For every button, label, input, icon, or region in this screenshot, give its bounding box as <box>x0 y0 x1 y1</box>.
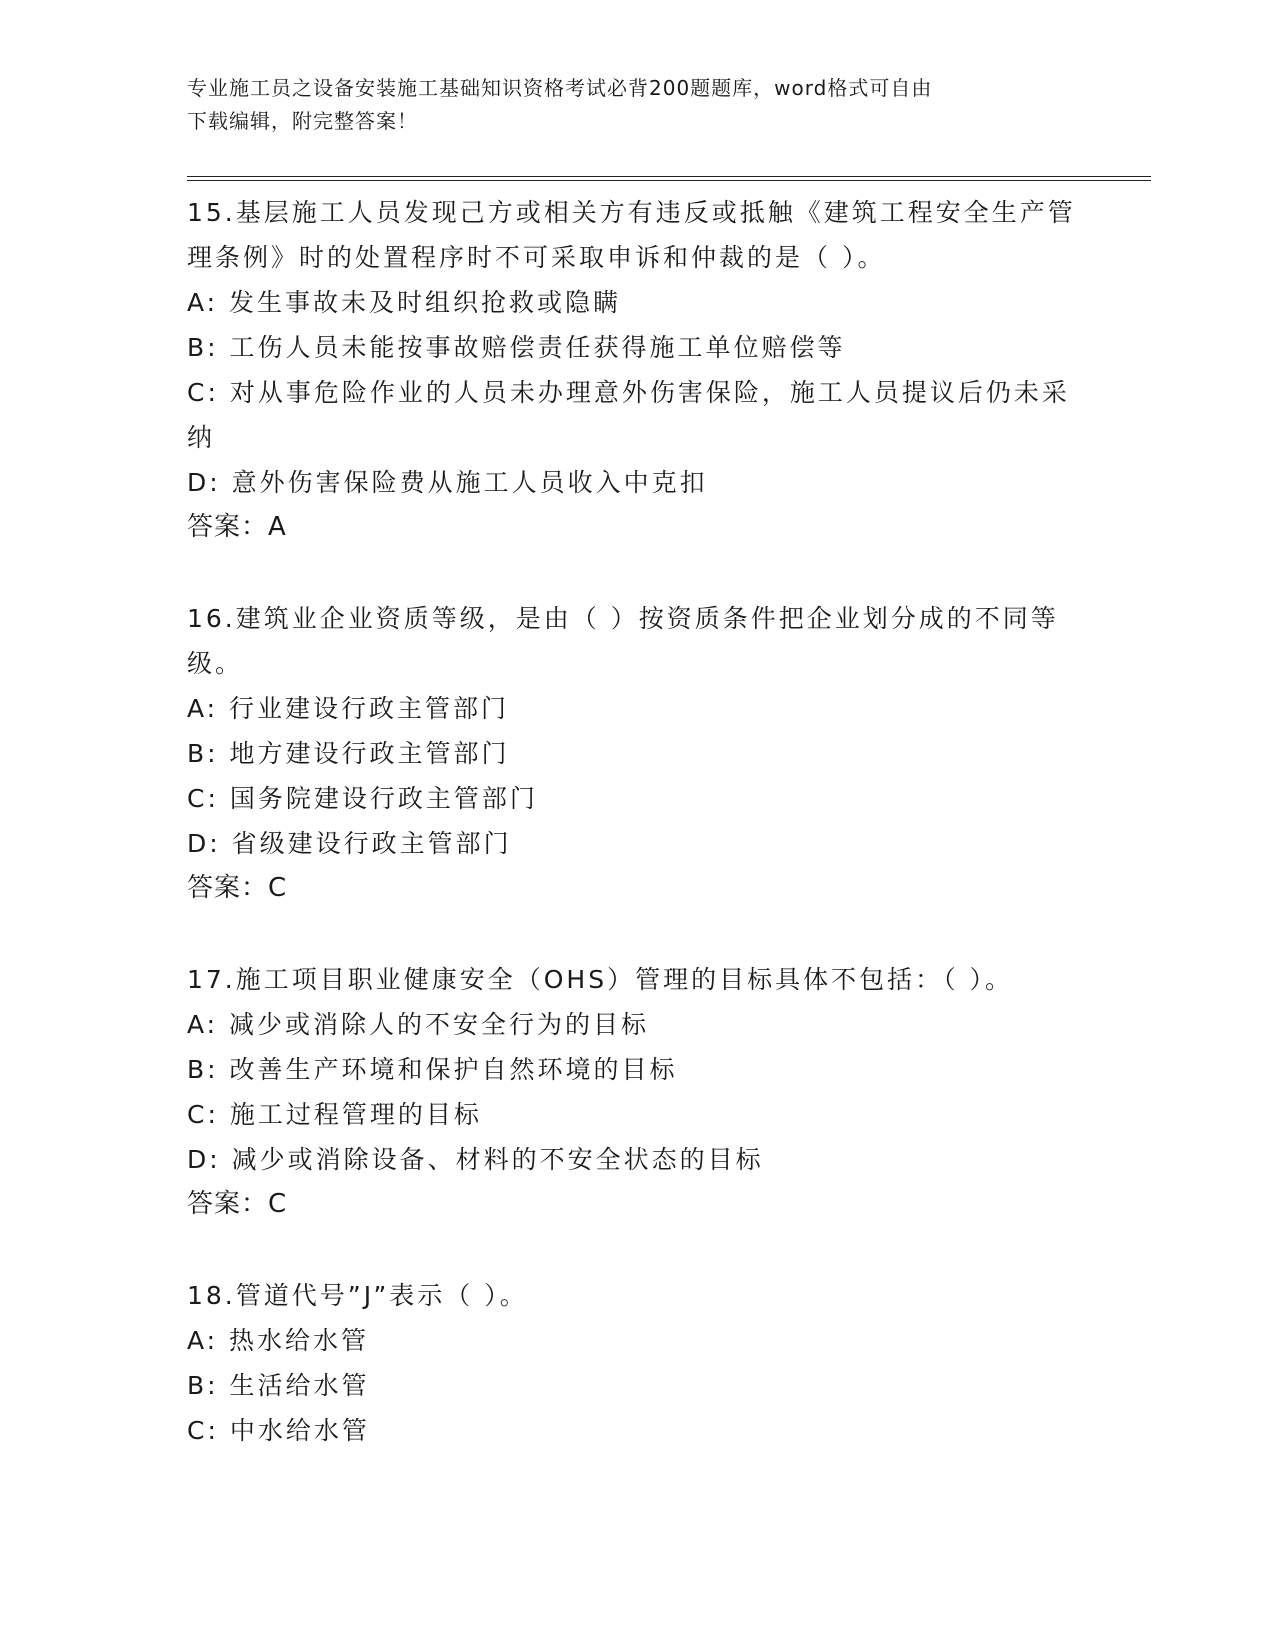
answer-option: B: 改善生产环境和保护自然环境的目标 <box>187 1055 678 1084</box>
answer-option: C: 中水给水管 <box>187 1416 370 1445</box>
header-line-1: 专业施工员之设备安装施工基础知识资格考试必背200题题库，word格式可自由 <box>187 76 933 100</box>
answer-option: A: 行业建设行政主管部门 <box>187 694 510 723</box>
header-line-2: 下载编辑，附完整答案！ <box>187 109 418 133</box>
question-stem: 18.管道代号”J”表示（ ）。 <box>187 1281 528 1310</box>
answer-option: B: 地方建设行政主管部门 <box>187 739 510 768</box>
question-stem: 16.建筑业企业资质等级，是由（ ）按资质条件把企业划分成的不同等级。 <box>187 604 1059 678</box>
question-stem: 15.基层施工人员发现己方或相关方有违反或抵触《建筑工程安全生产管理条例》时的处置程序时不可采取申诉和仲裁的是（ ）。 <box>187 198 1076 272</box>
answer-option: C: 对从事危险作业的人员未办理意外伤害保险，施工人员提议后仍未采纳 <box>187 378 1070 452</box>
answer-option: A: 发生事故未及时组织抢救或隐瞒 <box>187 288 622 317</box>
question-stem: 17.施工项目职业健康安全（OHS）管理的目标具体不包括：（ ）。 <box>187 965 1014 994</box>
header-divider <box>187 176 1151 181</box>
answer-option: D: 意外伤害保险费从施工人员收入中克扣 <box>187 468 708 497</box>
document-header <box>187 72 1067 138</box>
answer-option: C: 施工过程管理的目标 <box>187 1100 482 1129</box>
answer-option: C: 国务院建设行政主管部门 <box>187 784 538 813</box>
question-block <box>187 1273 1087 1453</box>
answer-option: B: 生活给水管 <box>187 1371 370 1400</box>
question-list <box>187 190 1087 1499</box>
answer-option: A: 热水给水管 <box>187 1326 370 1355</box>
answer-key: 答案：A <box>187 512 287 542</box>
question-block <box>187 957 1087 1227</box>
answer-option: A: 减少或消除人的不安全行为的目标 <box>187 1010 650 1039</box>
answer-option: D: 减少或消除设备、材料的不安全状态的目标 <box>187 1145 764 1174</box>
answer-option: B: 工伤人员未能按事故赔偿责任获得施工单位赔偿等 <box>187 333 846 362</box>
answer-key: 答案：C <box>187 1189 288 1219</box>
question-block <box>187 190 1087 550</box>
answer-key: 答案：C <box>187 873 288 903</box>
answer-option: D: 省级建设行政主管部门 <box>187 829 512 858</box>
question-block <box>187 596 1087 911</box>
